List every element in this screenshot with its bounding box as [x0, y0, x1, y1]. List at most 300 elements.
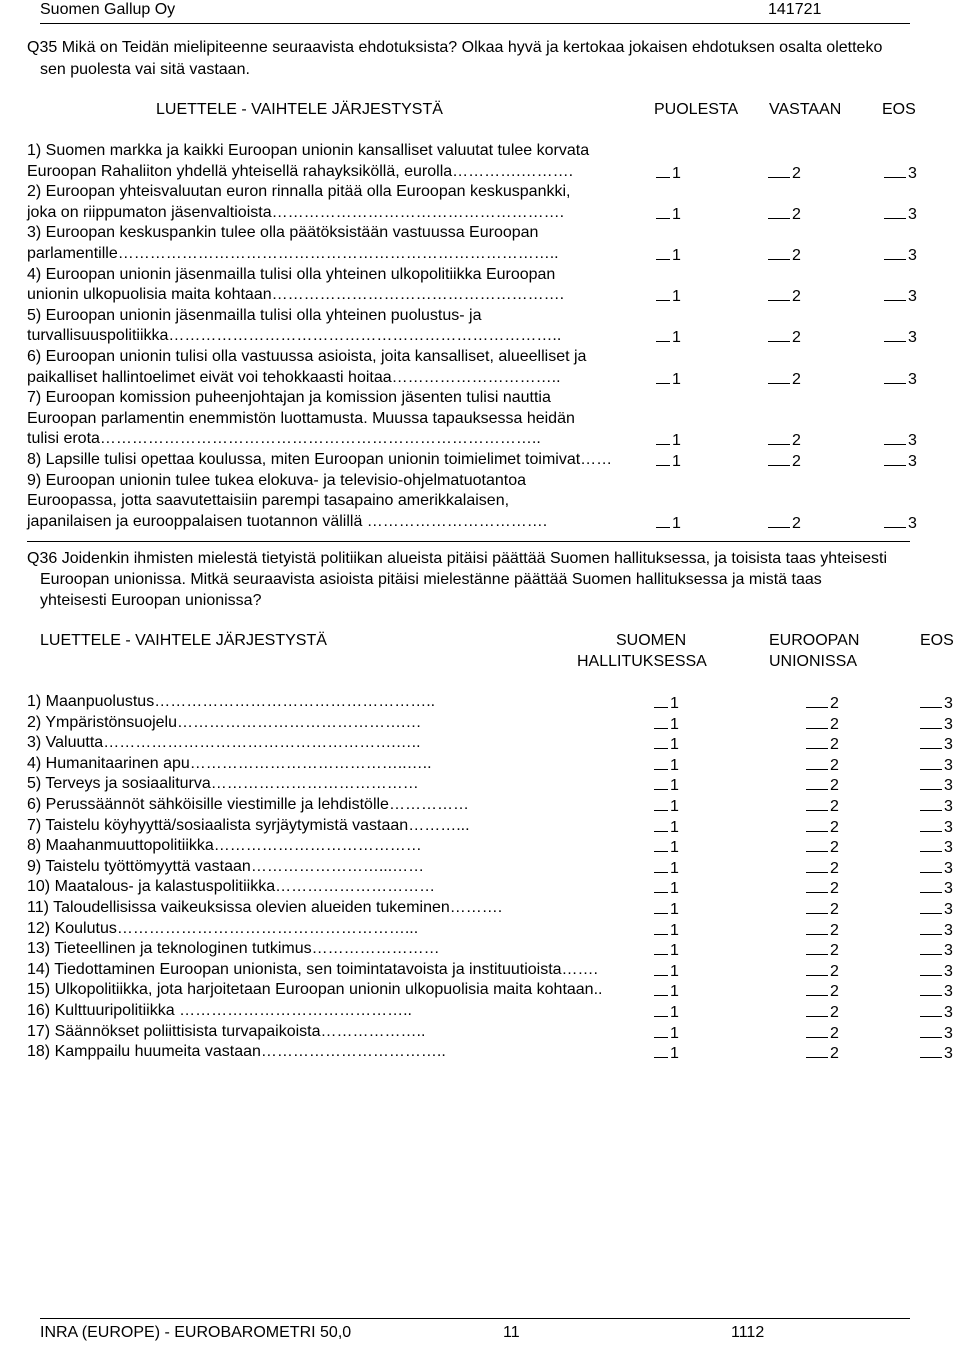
q35-item-text: Euroopan parlamentin enemmistön luottamusta. Muussa tapauksessa heidän: [27, 409, 575, 427]
answer-blank: [920, 857, 942, 873]
q36-answer-code[interactable]: [806, 877, 839, 899]
answer-blank: [884, 244, 906, 260]
answer-blank: [884, 326, 906, 342]
header-rule: [40, 23, 910, 24]
answer-code-number: 1: [670, 962, 679, 980]
answer-blank: [806, 713, 828, 729]
q36-answer-code[interactable]: [806, 816, 839, 838]
answer-code-number: 3: [908, 453, 917, 470]
q35-instruction: LUETTELE - VAIHTELE JÄRJESTYSTÄ: [156, 101, 443, 118]
q36-answer-code[interactable]: [654, 733, 679, 755]
q36-answer-code[interactable]: [920, 898, 953, 920]
answer-blank: [806, 1022, 828, 1038]
answer-code-number: 3: [944, 859, 953, 877]
q35-item-text: parlamentille………………………………………………………………………..: [27, 245, 559, 262]
q36-col-eu-2: UNIONISSA: [769, 653, 858, 670]
q36-item-text: 2) Ympäristönsuojelu…………………………………….…: [27, 713, 422, 731]
q35-answer-code[interactable]: [656, 450, 681, 472]
q36-question-line2: Euroopan unionissa. Mitkä seuraavista asioista pitäisi mielestänne päättää Suomen hallituksessa ja mistä taas: [40, 571, 822, 588]
answer-blank: [806, 898, 828, 914]
answer-blank: [656, 450, 670, 466]
answer-blank: [654, 898, 668, 914]
q36-item-text: 17) Säännökset poliittisista turvapaikoista………………..: [27, 1022, 426, 1040]
q36-question-line1: Q36 Joidenkin ihmisten mielestä tietyistä politiikan alueista pitäisi päättää Suomen hallituksessa, ja toisista taas yhteisesti: [27, 550, 887, 567]
answer-code-number: 3: [944, 1024, 953, 1042]
q35-item-text: unionin ulkopuolisia maita kohtaan……………………………………………….: [27, 286, 565, 304]
answer-blank: [920, 692, 942, 708]
answer-code-number: 2: [830, 859, 839, 877]
answer-blank: [654, 795, 668, 811]
q36-answer-code[interactable]: [920, 1042, 953, 1064]
answer-code-number: 2: [830, 715, 839, 733]
q36-instruction: LUETTELE - VAIHTELE JÄRJESTYSTÄ: [40, 632, 327, 649]
answer-blank: [806, 980, 828, 996]
q36-answer-code[interactable]: [806, 774, 839, 796]
answer-code-number: 2: [792, 370, 801, 388]
answer-blank: [654, 754, 668, 770]
q36-col-finland-2: HALLITUKSESSA: [577, 653, 707, 670]
q36-item-text: 14) Tiedottaminen Euroopan unionista, sen toimintatavoista ja instituutioista…….: [27, 960, 598, 978]
answer-code-number: 1: [670, 901, 679, 918]
answer-blank: [920, 713, 942, 729]
answer-blank: [806, 939, 828, 955]
answer-code-number: 2: [830, 901, 839, 918]
answer-code-number: 3: [908, 432, 917, 450]
q35-answer-code[interactable]: [884, 326, 917, 348]
q35-item-text: turvallisuuspolitiikka………………………………………………………………..: [27, 327, 562, 345]
answer-code-number: 3: [944, 983, 953, 1001]
answer-blank: [768, 450, 790, 466]
answer-code-number: 3: [944, 695, 953, 712]
answer-code-number: 2: [830, 777, 839, 795]
answer-blank: [656, 368, 670, 384]
q36-item-text: 1) Maanpuolustus……………………………………………..: [27, 693, 436, 710]
footer-page-number: 11: [503, 1324, 520, 1341]
q36-answer-code[interactable]: [654, 960, 679, 982]
answer-code-number: 3: [944, 715, 953, 733]
q36-answer-code[interactable]: [806, 898, 839, 920]
footer-code: 1112: [731, 1324, 765, 1341]
answer-code-number: 3: [944, 1045, 953, 1063]
q35-answer-code[interactable]: [768, 326, 801, 348]
q36-answer-code[interactable]: [806, 692, 839, 714]
q35-answer-code[interactable]: [656, 368, 681, 390]
answer-code-number: 2: [830, 880, 839, 898]
q36-answer-code[interactable]: [920, 733, 953, 755]
answer-blank: [920, 980, 942, 996]
answer-code-number: 1: [670, 1045, 679, 1063]
answer-code-number: 2: [830, 1004, 839, 1021]
answer-blank: [654, 939, 668, 955]
q36-item-text: 5) Terveys ja sosiaaliturva…………………………………: [27, 775, 419, 793]
q36-answer-code[interactable]: [806, 754, 839, 776]
q35-item-text: 6) Euroopan unionin tulisi olla vastuussa asioista, joita kansalliset, alueelliset ja: [27, 348, 587, 365]
q36-item-text: 9) Taistelu työttömyyttä vastaan……………………...……: [27, 857, 425, 875]
q36-answer-code[interactable]: [654, 754, 679, 776]
q35-item-text: 4) Euroopan unionin jäsenmailla tulisi olla yhteinen ulkopolitiikka Euroopan: [27, 265, 556, 283]
answer-code-number: 1: [672, 288, 681, 306]
answer-code-number: 3: [944, 798, 953, 815]
q35-answer-code[interactable]: [768, 244, 801, 266]
answer-code-number: 3: [908, 514, 917, 532]
answer-blank: [806, 795, 828, 811]
q36-item-text: 15) Ulkopolitiikka, jota harjoitetaan Euroopan unionin ulkopuolisia maita kohtaan..: [27, 981, 603, 999]
q35-answer-code[interactable]: [768, 285, 801, 307]
q36-answer-code[interactable]: [920, 816, 953, 838]
q36-answer-code[interactable]: [806, 713, 839, 735]
q36-answer-code[interactable]: [920, 857, 953, 879]
answer-code-number: 1: [672, 432, 681, 450]
answer-code-number: 2: [830, 695, 839, 712]
q36-item-text: 13) Tieteellinen ja teknologinen tutkimus……………………: [27, 940, 440, 958]
q35-item-text: 3) Euroopan keskuspankin tulee olla päätöksistään vastuussa Euroopan: [27, 224, 539, 242]
answer-code-number: 2: [830, 1024, 839, 1042]
answer-blank: [884, 203, 906, 219]
q36-answer-code[interactable]: [806, 1022, 839, 1044]
answer-blank: [806, 1001, 828, 1017]
answer-blank: [920, 1001, 942, 1017]
q35-answer-code[interactable]: [768, 429, 801, 451]
answer-blank: [806, 692, 828, 708]
answer-blank: [656, 285, 670, 301]
q36-item-text: 6) Perussäännöt sähköisille viestimille ja lehdistölle……………: [27, 796, 469, 813]
q36-answer-code[interactable]: [654, 836, 679, 858]
answer-blank: [656, 326, 670, 342]
q36-answer-code[interactable]: [920, 919, 953, 941]
q36-item-text: 10) Maatalous- ja kalastuspolitiikka…………………………: [27, 878, 436, 896]
answer-code-number: 1: [672, 514, 681, 532]
answer-blank: [920, 816, 942, 832]
q36-answer-code[interactable]: [806, 960, 839, 982]
answer-code-number: 3: [944, 901, 953, 918]
answer-blank: [920, 960, 942, 976]
job-number: 141721: [768, 1, 822, 18]
answer-code-number: 3: [944, 1004, 953, 1021]
answer-code-number: 2: [830, 962, 839, 980]
answer-blank: [654, 836, 668, 852]
answer-code-number: 3: [944, 818, 953, 836]
q35-item-text: Euroopassa, jotta saavutettaisiin parempi tasapaino amerikkalaisen,: [27, 492, 510, 510]
q36-answer-code[interactable]: [806, 1001, 839, 1023]
answer-blank: [654, 1022, 668, 1038]
q36-answer-code[interactable]: [654, 816, 679, 838]
q36-answer-code[interactable]: [920, 980, 953, 1002]
q35-answer-code[interactable]: [768, 162, 801, 184]
answer-code-number: 1: [670, 1004, 679, 1021]
q35-answer-code[interactable]: [656, 326, 681, 348]
q36-answer-code[interactable]: [654, 713, 679, 735]
answer-code-number: 1: [670, 859, 679, 877]
q36-item-text: 16) Kulttuuripolitiikka ……………………………………..: [27, 1002, 412, 1019]
answer-code-number: 1: [670, 715, 679, 733]
answer-code-number: 3: [944, 756, 953, 774]
q36-answer-code[interactable]: [920, 774, 953, 796]
answer-blank: [654, 774, 668, 790]
q35-answer-code[interactable]: [884, 368, 917, 390]
q36-answer-code[interactable]: [806, 857, 839, 879]
q36-answer-code[interactable]: [920, 1001, 953, 1023]
q35-answer-code[interactable]: [884, 285, 917, 307]
answer-blank: [768, 429, 790, 445]
answer-code-number: 3: [908, 288, 917, 306]
q35-answer-code[interactable]: [884, 203, 917, 225]
answer-code-number: 1: [670, 839, 679, 857]
q36-answer-code[interactable]: [806, 836, 839, 858]
answer-code-number: 2: [792, 432, 801, 450]
answer-blank: [654, 733, 668, 749]
answer-code-number: 1: [670, 736, 679, 754]
answer-blank: [884, 162, 906, 178]
answer-blank: [654, 816, 668, 832]
answer-blank: [920, 877, 942, 893]
answer-blank: [806, 816, 828, 832]
answer-blank: [920, 795, 942, 811]
q36-answer-code[interactable]: [920, 754, 953, 776]
answer-code-number: 3: [944, 962, 953, 980]
q36-answer-code[interactable]: [654, 898, 679, 920]
answer-code-number: 2: [830, 756, 839, 774]
answer-blank: [656, 244, 670, 260]
q36-answer-code[interactable]: [806, 795, 839, 817]
answer-code-number: 1: [672, 205, 681, 223]
answer-code-number: 2: [792, 247, 801, 264]
answer-code-number: 1: [670, 818, 679, 836]
q36-answer-code[interactable]: [654, 795, 679, 817]
q36-answer-code[interactable]: [806, 980, 839, 1002]
q35-answer-code[interactable]: [768, 450, 801, 472]
answer-code-number: 2: [830, 921, 839, 939]
q36-answer-code[interactable]: [654, 1042, 679, 1064]
answer-code-number: 2: [792, 514, 801, 532]
answer-blank: [920, 919, 942, 935]
q36-answer-code[interactable]: [654, 919, 679, 941]
answer-blank: [768, 244, 790, 260]
q36-item-text: 12) Koulutus………………………………………………...: [27, 919, 419, 937]
answer-blank: [920, 1042, 942, 1058]
answer-blank: [884, 512, 906, 528]
q36-item-text: 3) Valuutta……………………………………………….…..: [27, 734, 421, 752]
answer-blank: [768, 285, 790, 301]
q35-answer-code[interactable]: [884, 162, 917, 184]
q36-item-text: 7) Taistelu köyhyyttä/sosiaalista syrjäytymistä vastaan………...: [27, 816, 470, 834]
answer-code-number: 1: [672, 453, 681, 470]
q35-item-text: japanilaisen ja eurooppalaisen tuotannon välillä …………………………….: [27, 512, 548, 530]
answer-blank: [884, 285, 906, 301]
q35-item-text: paikalliset hallintoelimet eivät voi tehokkaasti hoitaa…………………………..: [27, 368, 561, 386]
answer-blank: [654, 713, 668, 729]
answer-code-number: 3: [944, 736, 953, 754]
q36-question-line3: yhteisesti Euroopan unionissa?: [40, 592, 262, 609]
q35-answer-code[interactable]: [884, 244, 917, 266]
answer-blank: [806, 919, 828, 935]
q36-answer-code[interactable]: [654, 939, 679, 961]
q36-col-eu-1: EUROOPAN: [769, 632, 860, 649]
answer-code-number: 3: [908, 329, 917, 347]
q35-item-text: 5) Euroopan unionin jäsenmailla tulisi olla yhteinen puolustus- ja: [27, 306, 482, 324]
q35-item-text: 8) Lapsille tulisi opettaa koulussa, miten Euroopan unionin toimielimet toimivat……: [27, 451, 613, 468]
answer-blank: [920, 774, 942, 790]
answer-code-number: 3: [944, 839, 953, 857]
q36-answer-code[interactable]: [920, 692, 953, 714]
answer-blank: [654, 877, 668, 893]
q36-col-finland-1: SUOMEN: [616, 632, 687, 649]
answer-blank: [806, 877, 828, 893]
q35-question-line2: sen puolesta vai sitä vastaan.: [40, 61, 250, 78]
answer-code-number: 2: [830, 736, 839, 754]
answer-code-number: 1: [670, 880, 679, 898]
answer-code-number: 1: [670, 695, 679, 712]
q35-col-against: VASTAAN: [769, 101, 842, 118]
answer-blank: [656, 429, 670, 445]
answer-blank: [884, 429, 906, 445]
answer-blank: [920, 754, 942, 770]
q36-answer-code[interactable]: [654, 857, 679, 879]
answer-code-number: 3: [944, 921, 953, 939]
q35-item-text: 1) Suomen markka ja kaikki Euroopan unionin kansalliset valuutat tulee korvata: [27, 142, 590, 159]
q35-item-text: tulisi erota………………………………………………………………………..: [27, 430, 541, 448]
q35-answer-code[interactable]: [656, 285, 681, 307]
answer-code-number: 3: [908, 164, 917, 182]
q35-answer-code[interactable]: [768, 203, 801, 225]
answer-blank: [654, 692, 668, 708]
q35-item-text: 9) Euroopan unionin tulee tukea elokuva- ja televisio-ohjelmatuotantoa: [27, 471, 526, 489]
answer-code-number: 2: [830, 1045, 839, 1063]
answer-code-number: 2: [792, 453, 801, 470]
footer-survey-name: INRA (EUROPE) - EUROBAROMETRI 50,0: [40, 1324, 352, 1341]
q35-answer-code[interactable]: [656, 162, 681, 184]
answer-blank: [920, 939, 942, 955]
q35-col-dk: EOS: [882, 101, 916, 118]
q35-answer-code[interactable]: [768, 368, 801, 390]
q36-answer-code[interactable]: [920, 939, 953, 961]
answer-code-number: 2: [792, 205, 801, 223]
answer-blank: [654, 980, 668, 996]
q36-item-text: 4) Humanitaarinen apu…………………………………..…..: [27, 754, 432, 772]
answer-code-number: 1: [670, 983, 679, 1001]
q35-col-for: PUOLESTA: [654, 101, 739, 118]
q36-answer-code[interactable]: [806, 939, 839, 961]
answer-blank: [806, 836, 828, 852]
q35-question-line1: Q35 Mikä on Teidän mielipiteenne seuraavista ehdotuksista? Olkaa hyvä ja kertokaa jokaisen ehdotuksen osalta oletteko: [27, 39, 883, 56]
answer-code-number: 2: [830, 839, 839, 857]
answer-code-number: 1: [670, 798, 679, 815]
answer-blank: [806, 857, 828, 873]
q35-answer-code[interactable]: [656, 203, 681, 225]
q36-answer-code[interactable]: [920, 713, 953, 735]
answer-code-number: 2: [830, 818, 839, 836]
answer-blank: [654, 960, 668, 976]
answer-code-number: 2: [830, 798, 839, 815]
answer-code-number: 3: [908, 247, 917, 264]
q35-answer-code[interactable]: [884, 429, 917, 451]
answer-code-number: 2: [792, 164, 801, 182]
answer-blank: [884, 450, 906, 466]
answer-code-number: 1: [672, 329, 681, 347]
answer-blank: [656, 512, 670, 528]
q36-answer-code[interactable]: [920, 960, 953, 982]
answer-code-number: 1: [670, 756, 679, 774]
answer-blank: [768, 368, 790, 384]
q36-answer-code[interactable]: [920, 1022, 953, 1044]
answer-code-number: 3: [944, 880, 953, 898]
answer-code-number: 1: [670, 777, 679, 795]
answer-blank: [806, 774, 828, 790]
answer-blank: [654, 919, 668, 935]
q36-answer-code[interactable]: [654, 1022, 679, 1044]
q36-answer-code[interactable]: [920, 795, 953, 817]
q35-item-text: 2) Euroopan yhteisvaluutan euron rinnalla pitää olla Euroopan keskuspankki,: [27, 183, 571, 201]
q35-item-text: joka on riippumaton jäsenvaltioista……………………………………………….: [27, 203, 565, 221]
q36-answer-code[interactable]: [806, 1042, 839, 1064]
answer-blank: [806, 754, 828, 770]
answer-blank: [806, 960, 828, 976]
q35-answer-code[interactable]: [656, 244, 681, 266]
answer-blank: [654, 857, 668, 873]
answer-code-number: 3: [908, 205, 917, 223]
q36-answer-code[interactable]: [920, 877, 953, 899]
answer-code-number: 1: [672, 370, 681, 388]
q36-answer-code[interactable]: [654, 1001, 679, 1023]
answer-blank: [920, 836, 942, 852]
q36-item-text: 11) Taloudellisissa vaikeuksissa olevien alueiden tukeminen……….: [27, 899, 503, 916]
q36-item-text: 8) Maahanmuuttopolitiikka…………………………………: [27, 837, 422, 855]
answer-blank: [884, 368, 906, 384]
q35-answer-code[interactable]: [656, 512, 681, 534]
answer-code-number: 2: [792, 288, 801, 306]
q35-answer-code[interactable]: [884, 512, 917, 534]
answer-code-number: 1: [670, 942, 679, 960]
q36-answer-code[interactable]: [806, 733, 839, 755]
answer-code-number: 2: [830, 983, 839, 1001]
answer-code-number: 3: [944, 777, 953, 795]
q35-item-text: 7) Euroopan komission puheenjohtajan ja komission jäsenten tulisi nauttia: [27, 389, 551, 407]
answer-blank: [768, 162, 790, 178]
answer-blank: [806, 733, 828, 749]
answer-code-number: 1: [672, 247, 681, 264]
q36-answer-code[interactable]: [654, 877, 679, 899]
company-name: Suomen Gallup Oy: [40, 1, 176, 18]
q36-answer-code[interactable]: [654, 774, 679, 796]
q36-answer-code[interactable]: [654, 980, 679, 1002]
answer-blank: [768, 326, 790, 342]
q35-item-text: Euroopan Rahaliiton yhdellä yhteisellä rahayksiköllä, eurolla………….……….: [27, 162, 574, 180]
footer-rule: [40, 1318, 910, 1319]
answer-code-number: 2: [792, 329, 801, 347]
answer-blank: [768, 203, 790, 219]
answer-code-number: 3: [944, 942, 953, 960]
answer-blank: [920, 898, 942, 914]
q35-answer-code[interactable]: [768, 512, 801, 534]
answer-code-number: 1: [670, 1024, 679, 1042]
q36-col-dk: EOS: [920, 632, 954, 649]
q35-answer-code[interactable]: [884, 450, 917, 472]
answer-blank: [920, 733, 942, 749]
answer-blank: [806, 1042, 828, 1058]
answer-code-number: 1: [672, 164, 681, 182]
q36-item-text: 18) Kamppailu huumeita vastaan……………………………..: [27, 1043, 446, 1061]
q35-end-rule: [27, 541, 910, 542]
answer-blank: [920, 1022, 942, 1038]
q36-answer-code[interactable]: [806, 919, 839, 941]
answer-blank: [768, 512, 790, 528]
answer-code-number: 1: [670, 921, 679, 939]
q35-answer-code[interactable]: [656, 429, 681, 451]
answer-blank: [654, 1042, 668, 1058]
q36-answer-code[interactable]: [920, 836, 953, 858]
answer-code-number: 3: [908, 370, 917, 388]
answer-code-number: 2: [830, 942, 839, 960]
q36-answer-code[interactable]: [654, 692, 679, 714]
